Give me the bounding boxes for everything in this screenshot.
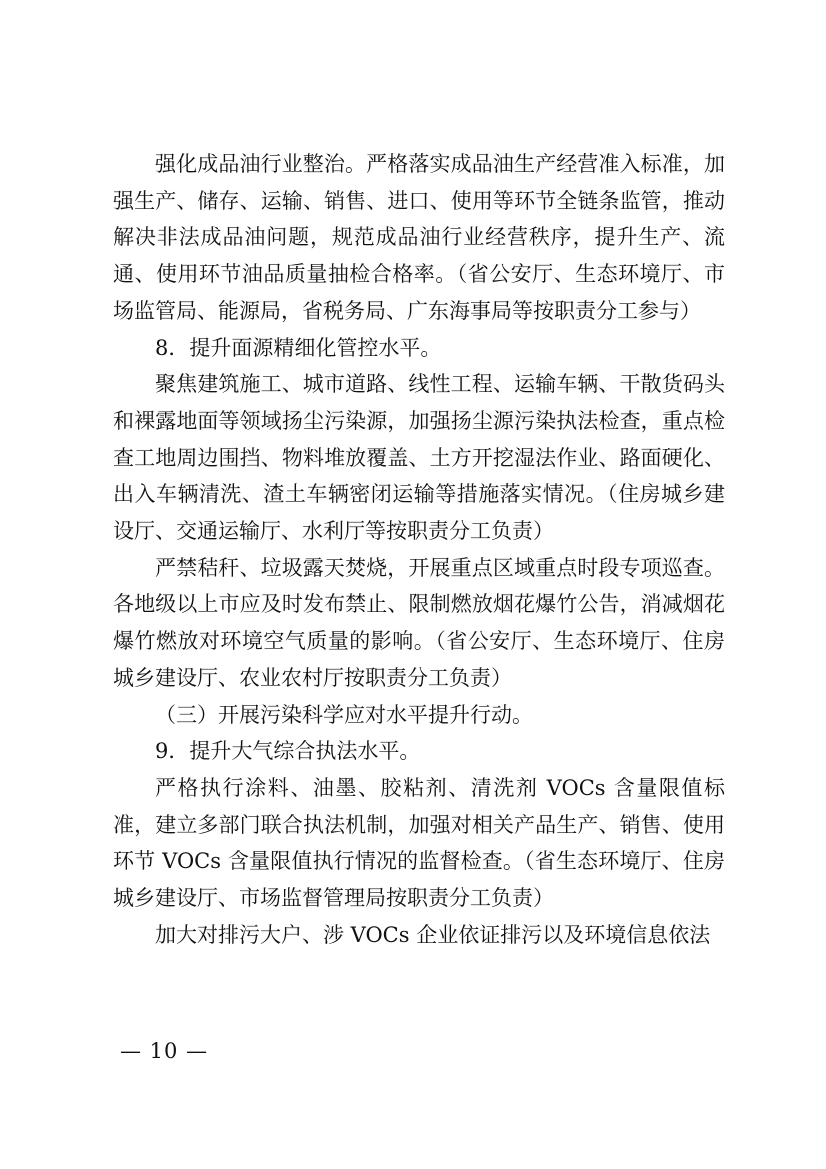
paragraph-vocs-standards: 严格执行涂料、油墨、胶粘剂、清洗剂 VOCs 含量限值标准，建立多部门联合执法机制，加强对相关产品生产、销售、使用环节 VOCs 含量限值执行情况的监督检查。（省生态环境厅、住房城乡建设厅、市场监督管理局按职责分工负责） (113, 775, 725, 911)
section-heading-3: （三）开展污染科学应对水平提升行动。 (155, 702, 533, 727)
heading-item-8: 8．提升面源精细化管控水平。 (155, 335, 442, 360)
document-body (113, 146, 725, 953)
heading-item-9: 9．提升大气综合执法水平。 (155, 739, 421, 764)
paragraph-emission-permits: 加大对排污大户、涉 VOCs 企业依证排污以及环境信息依法 (155, 922, 711, 947)
page-number: — 10 — (120, 1039, 209, 1063)
paragraph-dust-control: 聚焦建筑施工、城市道路、线性工程、运输车辆、干散货码头和裸露地面等领域扬尘污染源，加强扬尘源污染执法检查，重点检查工地周边围挡、物料堆放覆盖、土方开挖湿法作业、路面硬化、出入车辆清洗、渣土车辆密闭运输等措施落实情况。（住房城乡建设厅、交通运输厅、水利厅等按职责分工负责） (113, 372, 725, 544)
paragraph-burning-ban: 严禁秸秆、垃圾露天焚烧，开展重点区域重点时段专项巡查。各地级以上市应及时发布禁止、限制燃放烟花爆竹公告，消减烟花爆竹燃放对环境空气质量的影响。（省公安厅、生态环境厅、住房城乡建设厅、农业农村厅按职责分工负责） (113, 555, 725, 690)
paragraph-refined-oil-rectification: 强化成品油行业整治。严格落实成品油生产经营准入标准，加强生产、储存、运输、销售、进口、使用等环节全链条监管，推动解决非法成品油问题，规范成品油行业经营秩序，提升生产、流通、使用环节油品质量抽检合格率。（省公安厅、生态环境厅、市场监管局、能源局，省税务局、广东海事局等按职责分工参与） (113, 152, 725, 323)
